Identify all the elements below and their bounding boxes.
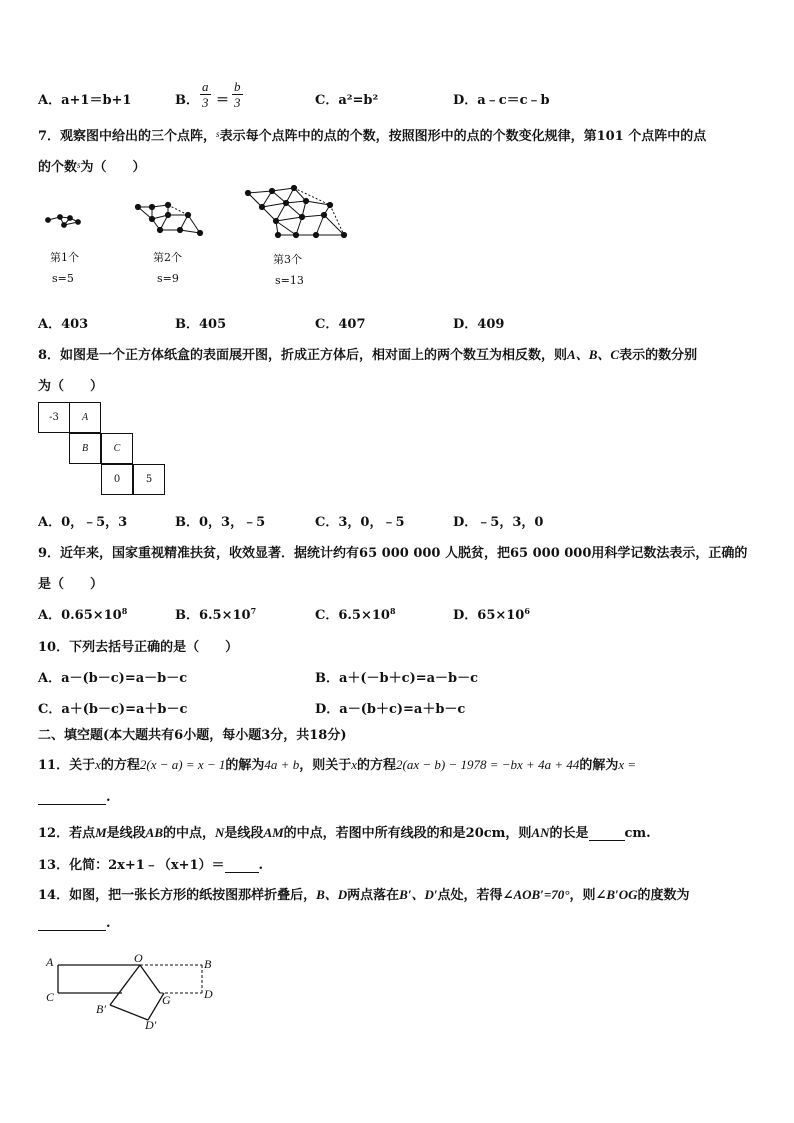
q12-text: cm. xyxy=(624,826,651,841)
option-exponent: 7 xyxy=(250,606,257,616)
q6-option-c: C．a²=b² xyxy=(315,93,379,108)
q11-answer-var: x = xyxy=(618,757,637,772)
q11-text: 的方程 xyxy=(357,758,397,773)
q12-text: 12．若点 xyxy=(38,826,96,841)
q14-text: 的度数为 xyxy=(637,888,690,903)
q11-text: 的方程 xyxy=(100,758,140,773)
q14-points-bd: B、D xyxy=(316,887,348,902)
q7-stem-line2 xyxy=(38,156,146,175)
q6-option-b-fraction-right xyxy=(232,79,243,110)
q10-stem: 10．下列去括号正确的是（ ） xyxy=(38,640,239,655)
q6-option-b-label: B． xyxy=(175,93,199,108)
q8-stem-text: 8．如图是一个正方体纸盒的表面展开图，折成正方体后，相对面上的两个数互为相反数，则 xyxy=(38,348,568,363)
q9-stem-line1: 9．近年来，国家重视精准扶贫，收效显著．据统计约有65 000 000 人脱贫，把65 000 000用科学记数法表示，正确的 xyxy=(38,546,748,561)
q11-text: ，则关于 xyxy=(299,758,352,773)
q13-stem xyxy=(38,854,263,873)
q14-answer-line xyxy=(38,916,111,931)
q11-stem-line1 xyxy=(38,754,636,773)
q14-label-g: G xyxy=(162,993,171,1007)
q12-text: 是线段 xyxy=(106,826,146,841)
q7-fig2-label: 第2个 xyxy=(153,251,182,264)
q9-option-c xyxy=(315,604,396,623)
q11-answer-line xyxy=(38,790,111,805)
q14-label-d-prime: D′ xyxy=(145,1018,157,1032)
q9-option-d xyxy=(453,604,530,623)
q12-segment-am: AM xyxy=(263,825,284,840)
q7-s-symbol: s xyxy=(216,129,220,139)
q10-option-c: C．a＋(b－c)=a＋b－c xyxy=(38,702,188,717)
option-exponent: 8 xyxy=(121,606,128,616)
q7-s-symbol: s xyxy=(77,160,81,170)
option-exponent: 8 xyxy=(389,606,396,616)
q13-text: . xyxy=(258,858,264,873)
q8-option-b: B．0，3，﹣5 xyxy=(175,515,266,530)
net-cell-neg3: -3 xyxy=(38,402,70,433)
q8-option-a: A．0，﹣5，3 xyxy=(38,515,128,530)
q14-angle-bog: ∠B′OG xyxy=(595,887,638,902)
q8-stem-text-cont: 表示的数分别 xyxy=(619,348,698,363)
q12-text: 的中点，若图中所有线段的和是20cm，则 xyxy=(283,826,532,841)
net-cell-5: 5 xyxy=(133,464,165,495)
q6-option-b-fraction-left xyxy=(200,79,211,110)
fraction-denominator: 3 xyxy=(234,95,241,110)
q14-label-a: A xyxy=(46,955,54,969)
option-base: B．6.5×10 xyxy=(175,608,251,623)
option-base: A．0.65×10 xyxy=(38,608,122,623)
q7-option-d: D．409 xyxy=(453,317,505,332)
q13-text: 13．化简：2x+1﹣（x+1）＝ xyxy=(38,858,225,873)
q8-option-d: D．﹣5，3，0 xyxy=(453,515,544,530)
q14-end: . xyxy=(106,916,111,931)
net-cell-0: 0 xyxy=(101,464,133,495)
q14-answer-blank[interactable] xyxy=(38,916,106,931)
option-base: C．6.5×10 xyxy=(315,608,390,623)
q7-stem-text-cont: 表示每个点阵中的点的个数，按照图形中的点的个数变化规律，第101 个点阵中的点 xyxy=(219,129,707,144)
q11-solution: 4a + b xyxy=(264,757,300,772)
q6-option-d: D．a﹣c＝c﹣b xyxy=(453,93,550,108)
q7-fig1-label: 第1个 xyxy=(50,251,79,264)
q12-answer-blank[interactable] xyxy=(589,826,625,841)
q7-option-a: A．403 xyxy=(38,317,89,332)
q14-label-c: C xyxy=(46,990,55,1004)
net-cell-c: C xyxy=(101,433,133,464)
q7-fig1-count: s=5 xyxy=(52,272,74,285)
q8-stem-line2: 为（ ） xyxy=(38,379,104,394)
q14-label-b-prime: B′ xyxy=(96,1002,106,1016)
q11-equation-1: 2(x − a) = x − 1 xyxy=(139,757,226,772)
q12-text: 的长是 xyxy=(549,826,589,841)
q14-stem-line1 xyxy=(38,884,689,903)
q12-text: 的中点， xyxy=(163,826,216,841)
q9-stem-line2: 是（ ） xyxy=(38,577,104,592)
q11-equation-2: 2(ax − b) − 1978 = −bx + 4a + 44 xyxy=(396,757,580,772)
q10-option-d: D．a－(b＋c)=a＋b－c xyxy=(315,702,466,717)
q14-label-o: O xyxy=(134,951,143,965)
q6-option-a: A．a+1＝b+1 xyxy=(38,93,132,108)
q9-option-a xyxy=(38,604,127,623)
q14-angle-aob: ∠AOB′=70° xyxy=(502,887,570,902)
lattice-2 xyxy=(135,202,202,235)
fraction-numerator: a xyxy=(202,79,209,94)
q13-answer-blank[interactable] xyxy=(225,858,259,873)
q14-text: ，则 xyxy=(569,888,596,903)
q14-text: 两点落在 xyxy=(347,888,400,903)
q14-text: 点处，若得 xyxy=(437,888,503,903)
q9-option-b xyxy=(175,604,256,623)
q11-var-x: x xyxy=(351,757,357,772)
q12-point-m: M xyxy=(95,825,107,840)
net-cell-b: B xyxy=(69,433,101,464)
q10-option-b: B．a＋(－b＋c)=a－b－c xyxy=(315,671,479,686)
q6-option-b-equals: ＝ xyxy=(216,93,230,108)
lattice-3 xyxy=(245,185,346,237)
section-2-heading: 二、填空题(本大题共有6小题，每小题3分，共18分) xyxy=(38,728,347,743)
q12-segment-ab: AB xyxy=(145,825,164,840)
q11-text: 的解为 xyxy=(225,758,265,773)
q7-option-b: B．405 xyxy=(175,317,227,332)
q7-fig3-label: 第3个 xyxy=(273,253,302,266)
q11-answer-blank[interactable] xyxy=(38,790,106,805)
q7-option-c: C．407 xyxy=(315,317,366,332)
q8-stem-line1 xyxy=(38,344,697,363)
q12-point-n: N xyxy=(215,825,225,840)
q14-text: 14．如图，把一张长方形的纸按图那样折叠后， xyxy=(38,888,317,903)
q10-option-a: A．a－(b－c)=a－b－c xyxy=(38,671,188,686)
q11-text: 的解为 xyxy=(579,758,619,773)
q7-stem-text: 7．观察图中给出的三个点阵， xyxy=(38,129,217,144)
q8-option-c: C．3，0，﹣5 xyxy=(315,515,405,530)
q7-fig3-count: s=13 xyxy=(275,274,304,287)
net-cell-a: A xyxy=(69,402,101,433)
fraction-numerator: b xyxy=(234,79,241,94)
q7-stem-text: 的个数 xyxy=(38,160,78,175)
q7-dot-lattice-figures xyxy=(40,185,360,255)
fraction-denominator: 3 xyxy=(202,95,209,110)
q14-label-d: D xyxy=(204,987,213,1001)
q12-text: 是线段 xyxy=(224,826,264,841)
q11-end: . xyxy=(106,790,111,805)
q14-points-bpdp: B′、D′ xyxy=(399,887,438,902)
q11-var-x: x xyxy=(95,757,101,772)
option-exponent: 6 xyxy=(524,606,530,616)
q12-segment-an: AN xyxy=(531,825,550,840)
q7-fig2-count: s=9 xyxy=(157,272,179,285)
q14-label-b: B xyxy=(204,957,212,971)
q12-stem xyxy=(38,822,651,841)
q7-stem-text-cont: 为（ ） xyxy=(80,160,146,175)
q8-variables: A、B、C xyxy=(567,347,620,362)
q11-text: 11．关于 xyxy=(38,758,96,773)
q7-stem-line1 xyxy=(38,125,706,144)
option-base: D．65×10 xyxy=(453,608,525,623)
lattice-1 xyxy=(46,215,81,228)
